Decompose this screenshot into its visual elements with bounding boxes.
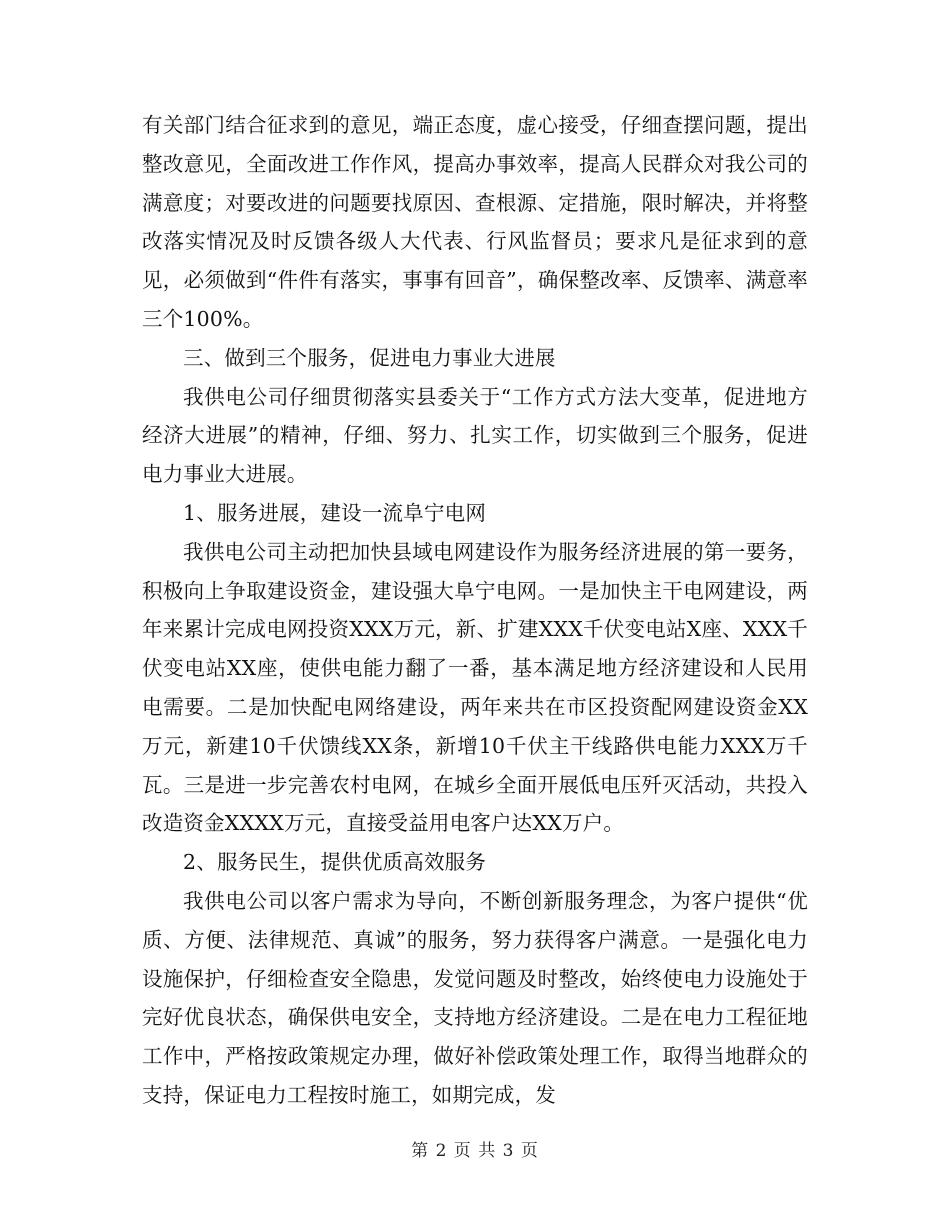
paragraph-quality-service: 我供电公司以客户需求为导向，不断创新服务理念，为客户提供“优质、方便、法律规范、真诚”的服务，努力获得客户满意。一是强化电力设施保护，仔细检查安全隐患，发觉问题及时整改，始终使电力设施处于完好优良状态，确保供电安全，支持地方经济建设。二是在电力工程征地工作中，严格按政策规定办理，做好补偿政策处理工作，取得当地群众的支持，保证电力工程按时施工，如期完成，发 xyxy=(142,888,808,1107)
document-body xyxy=(142,106,808,1115)
paragraph-rectification: 有关部门结合征求到的意见，端正态度，虚心接受，仔细查摆问题，提出整改意见，全面改进工作作风，提高办事效率，提高人民群众对我公司的满意度；对要改进的问题要找原因、查根源、定措施，限时解决，并将整改落实情况及时反馈各级人大代表、行风监督员；要求凡是征求到的意见，必须做到“件件有落实，事事有回音”，确保整改率、反馈率、满意率三个100%。 xyxy=(142,113,808,331)
section-heading-three-services: 三、做到三个服务，促进电力事业大进展 xyxy=(183,345,556,370)
subheading-service-livelihood: 2、服务民生，提供优质高效服务 xyxy=(183,850,487,875)
paragraph-three-services-intro: 我供电公司仔细贯彻落实县委关于“工作方式方法大变革，促进地方经济大进展”的精神，仔细、努力、扎实工作，切实做到三个服务，促进电力事业大进展。 xyxy=(142,384,808,487)
paragraph-grid-construction: 我供电公司主动把加快县域电网建设作为服务经济进展的第一要务，积极向上争取建设资金，建设强大阜宁电网。一是加快主干电网建设，两年来累计完成电网投资XXX万元，新、扩建XXX千伏变电站X座、XXX千伏变电站XX座，使供电能力翻了一番，基本满足地方经济建设和人民用电需要。二是加快配电网络建设，两年来共在市区投资配网建设资金XX万元，新建10千伏馈线XX条，新增10千伏主干线路供电能力XXX万千瓦。三是进一步完善农村电网，在城乡全面开展低电压歼灭活动，共投入改造资金XXXX万元，直接受益用电客户达XX万户。 xyxy=(142,539,808,836)
page-number-footer: 第 2 页 共 3 页 xyxy=(411,1141,539,1161)
subheading-service-development: 1、服务进展，建设一流阜宁电网 xyxy=(183,500,487,525)
